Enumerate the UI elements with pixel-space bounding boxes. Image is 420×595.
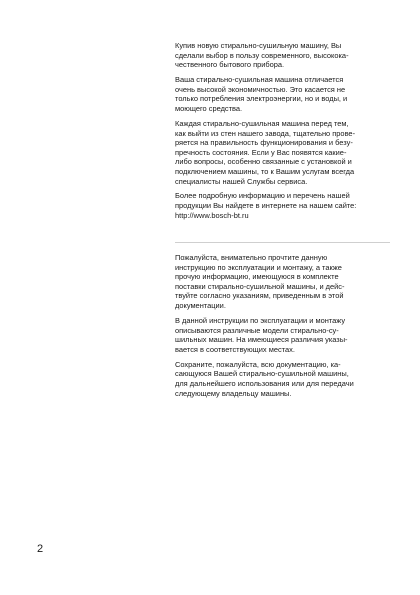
page-number: 2 <box>37 543 44 555</box>
intro-paragraph-economy: Ваша стирально-сушильная машина отличается очень высокой экономичностью. Это касается не только потребления электроэнергии, но и воды, и моющего средства. <box>175 75 348 113</box>
intro-paragraph-website: Более подробную информацию и перечень нашей продукции Вы найдете в интернете на нашем сайте: http://www.bosch-bt.ru <box>175 191 357 220</box>
instruction-paragraph-read-carefully: Пожалуйста, внимательно прочтите данную инструкцию по эксплуатации и монтажу, а также прочую информацию, имеющуюся в комплекте поставки стирально-сушильной машины, и дейс- твуйте согласно указаниям, приведенным в этой документации. <box>175 253 345 310</box>
instruction-paragraph-models: В данной инструкции по эксплуатации и монтажу описываются различные модели стирально-су- шильных машин. На имеющиеся различия указы- вается в соответствующих местах. <box>175 315 348 354</box>
instruction-section <box>175 253 390 403</box>
instruction-paragraph-keep-docs: Сохраните, пожалуйста, всю документацию, ка- сающуюся Вашей стирально-сушильной машины, для дальнейшего использования или для передачи следующему владельцу машины. <box>175 359 354 398</box>
intro-section <box>175 41 390 226</box>
intro-paragraph-purchase: Купив новую стирально-сушильную машину, Вы сделали выбор в пользу современного, высокока- чественного бытового прибора. <box>175 41 349 70</box>
section-divider <box>175 242 390 243</box>
intro-paragraph-quality-check: Каждая стирально-сушильная машина перед тем, как выйти из стен нашего завода, тщательно прове- ряется на правильность функционирования и безу- пречность состояния. Если у Вас появятся какие- либо вопросы, особенно связанные с установкой и подключением машины, то к Вашим услугам всегда специалисты нашей Службы сервиса. <box>175 118 356 186</box>
